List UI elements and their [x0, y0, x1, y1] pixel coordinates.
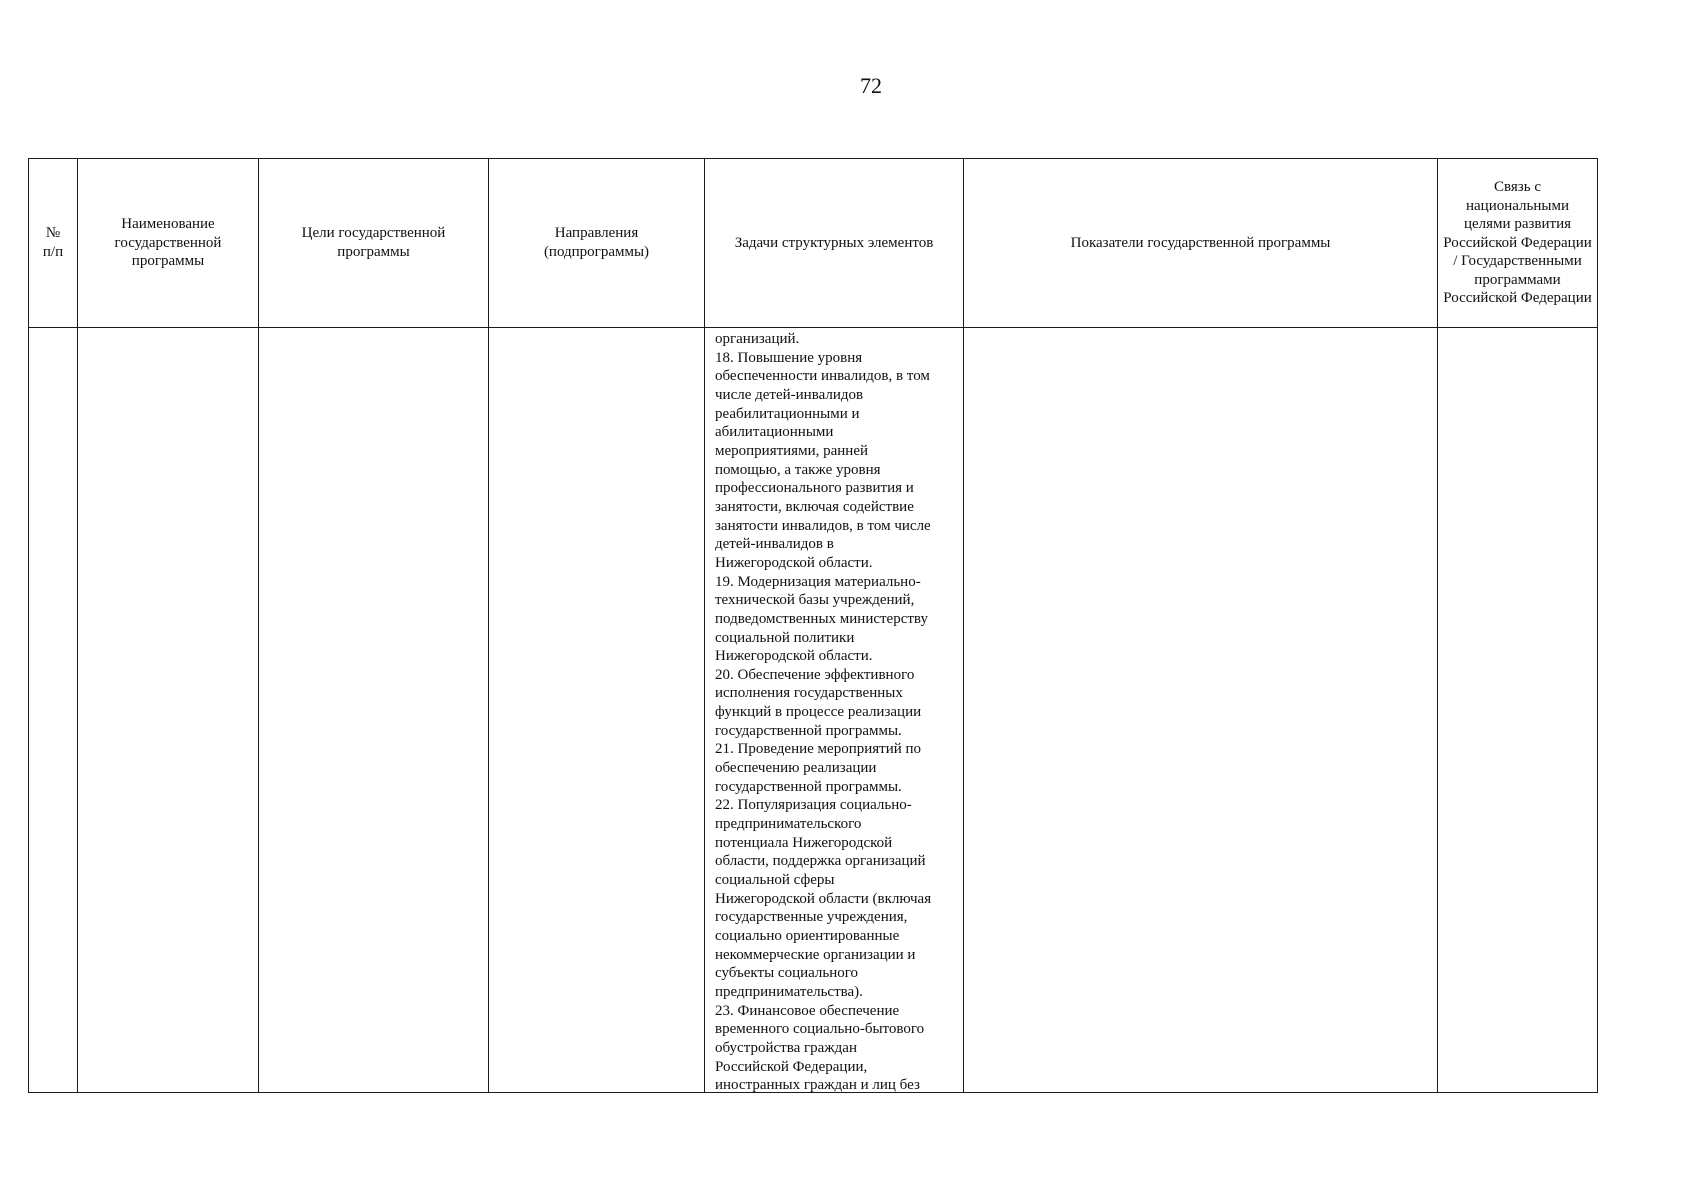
header-national-goals	[1438, 159, 1598, 328]
task-line: потенциала Нижегородской	[715, 834, 893, 851]
task-line: государственные учреждения,	[715, 909, 908, 926]
task-line: 21. Проведение мероприятий по	[715, 741, 922, 758]
table-row	[29, 328, 1598, 1093]
table-body	[29, 328, 1598, 1093]
task-line: мероприятиями, ранней	[715, 442, 869, 459]
task-line: профессионального развития и	[715, 480, 914, 497]
task-line: социально ориентированные	[715, 928, 900, 944]
task-line: 19. Модернизация материально-	[715, 573, 921, 590]
task-line: функций в процессе реализации	[715, 704, 922, 721]
task-line: обеспечению реализации	[715, 760, 877, 777]
task-line: субъекты социального	[715, 965, 859, 982]
task-line: абилитационными	[715, 424, 834, 441]
task-line: 22. Популяризация социально-	[715, 797, 912, 814]
task-line: Российской Федерации,	[715, 1058, 868, 1075]
cell-number-text	[29, 328, 77, 1092]
cell-tasks	[705, 328, 964, 1093]
cell-national-goals-text	[1438, 328, 1597, 1092]
header-indicators-text: Показатели государственной программы	[1070, 234, 1331, 251]
tasks-list	[705, 328, 963, 1092]
header-indicators	[964, 159, 1438, 328]
header-number	[29, 159, 78, 328]
task-line: реабилитационными и	[715, 405, 860, 422]
task-line: области, поддержка организаций	[715, 853, 926, 870]
task-line: помощью, а также уровня	[715, 461, 881, 478]
task-line: социальной политики	[715, 629, 855, 646]
task-line: Нижегородской области.	[715, 554, 873, 571]
cell-tasks-wrapper	[705, 328, 963, 1092]
program-table	[28, 158, 1598, 1093]
cell-indicators	[964, 328, 1438, 1093]
cell-program-goals	[259, 328, 489, 1093]
cell-program-goals-text	[259, 328, 488, 1092]
header-program-goals-text: Цели государственной программы	[301, 225, 446, 260]
header-number-line1: №	[45, 225, 61, 242]
header-directions-line2: (подпрограммы)	[543, 244, 650, 260]
header-directions	[489, 159, 705, 328]
task-line: государственной программы.	[715, 778, 902, 795]
task-line: государственной программы.	[715, 722, 902, 739]
task-line: социальной сферы	[715, 872, 835, 889]
header-program-name	[78, 159, 259, 328]
table-header	[29, 159, 1598, 328]
task-line: 23. Финансовое обеспечение	[715, 1002, 900, 1019]
task-line: иностранных граждан и лиц без	[715, 1077, 920, 1092]
task-line: числе детей-инвалидов	[715, 386, 864, 403]
cell-program-name	[78, 328, 259, 1093]
header-tasks-text: Задачи структурных элементов	[734, 234, 934, 251]
cell-indicators-text	[964, 328, 1437, 1092]
page-number: 72	[860, 73, 882, 98]
header-national-goals-text: Связь с национальными целями развития Российской Федерации / Государственными программами Российской Федерации	[1443, 179, 1592, 307]
cell-national-goals	[1438, 328, 1598, 1093]
task-line: некоммерческие организации и	[715, 946, 916, 963]
cell-directions	[489, 328, 705, 1093]
header-number-line2: п/п	[42, 244, 64, 260]
task-line: подведомственных министерству	[715, 610, 928, 627]
task-line: Нижегородской области (включая	[715, 890, 932, 907]
task-line: Нижегородской области.	[715, 648, 873, 665]
header-program-name-text: Наименование государственной программы	[114, 216, 222, 270]
task-line: исполнения государственных	[715, 685, 903, 702]
task-line: занятости инвалидов, в том числе	[715, 517, 931, 534]
task-line: обустройства граждан	[715, 1039, 857, 1056]
cell-directions-text	[489, 328, 704, 1092]
task-line: 18. Повышение уровня	[715, 349, 863, 366]
task-line: организаций.	[715, 331, 800, 347]
task-line: 20. Обеспечение эффективного	[715, 666, 915, 683]
header-directions-line1: Направления	[554, 225, 639, 242]
header-row	[29, 159, 1598, 328]
task-line: предпринимательского	[715, 816, 862, 833]
header-program-goals	[259, 159, 489, 328]
cell-number	[29, 328, 78, 1093]
task-line: временного социально-бытового	[715, 1021, 925, 1038]
cell-program-name-text	[78, 328, 258, 1092]
task-line: технической базы учреждений,	[715, 592, 915, 609]
task-line: предпринимательства).	[715, 983, 863, 1000]
task-line: детей-инвалидов в	[715, 536, 834, 553]
task-line: обеспеченности инвалидов, в том	[715, 368, 930, 385]
header-tasks	[705, 159, 964, 328]
task-line: занятости, включая содействие	[715, 498, 914, 515]
